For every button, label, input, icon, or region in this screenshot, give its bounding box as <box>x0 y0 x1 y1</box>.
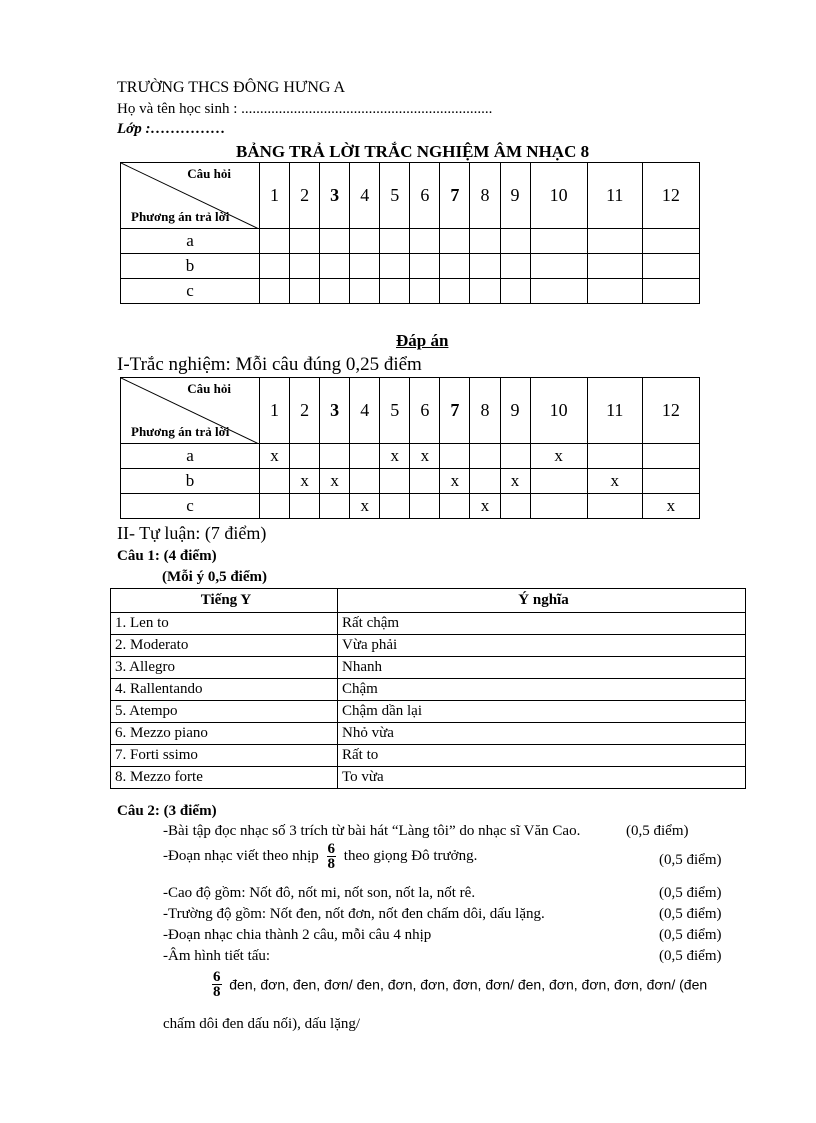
key-mark <box>470 469 500 494</box>
q2-line-6: -Âm hình tiết tấu: <box>163 948 271 964</box>
answer-row-a <box>121 229 700 254</box>
term: 2. Moderato <box>111 635 338 657</box>
term-row <box>111 701 746 723</box>
answer-cell[interactable] <box>290 254 320 279</box>
key-mark: x <box>320 469 350 494</box>
meaning: Rất to <box>338 745 746 767</box>
meaning: Nhỏ vừa <box>338 723 746 745</box>
key-mark: x <box>290 469 320 494</box>
key-mark <box>260 469 290 494</box>
key-row-c <box>121 494 700 519</box>
key-mark <box>587 494 642 519</box>
q2-points-1: (0,5 điểm) <box>626 823 689 839</box>
key-mark: x <box>530 444 587 469</box>
answer-cell[interactable] <box>440 279 470 304</box>
q2-line-5: -Đoạn nhạc chia thành 2 câu, mỗi câu 4 nhịp <box>163 927 432 943</box>
q2-points-4: (0,5 điểm) <box>659 906 722 922</box>
question-number: 3 <box>320 378 350 444</box>
key-mark <box>320 494 350 519</box>
answer-cell[interactable] <box>350 229 380 254</box>
time-signature <box>327 842 337 871</box>
term-row <box>111 745 746 767</box>
answer-cell[interactable] <box>260 254 290 279</box>
key-mark <box>320 444 350 469</box>
answer-cell[interactable] <box>642 254 699 279</box>
question-number: 12 <box>642 378 699 444</box>
time-sig-numerator: 6 <box>327 841 336 857</box>
meaning: Chậm <box>338 679 746 701</box>
answer-sheet-table <box>120 162 700 304</box>
q2-points-5: (0,5 điểm) <box>659 927 722 943</box>
term: 5. Atempo <box>111 701 338 723</box>
question-number: 8 <box>470 163 500 229</box>
question2-title: Câu 2: (3 điểm) <box>117 803 217 819</box>
answer-cell[interactable] <box>380 279 410 304</box>
meaning: Rất chậm <box>338 613 746 635</box>
term-row <box>111 635 746 657</box>
question-number: 11 <box>587 378 642 444</box>
term-row <box>111 767 746 789</box>
question-number: 5 <box>380 378 410 444</box>
key-mark <box>440 494 470 519</box>
answer-row-c <box>121 279 700 304</box>
term: 8. Mezzo forte <box>111 767 338 789</box>
question-number: 1 <box>260 378 290 444</box>
term-column-header: Tiếng Y <box>111 589 338 613</box>
q2-line-4: -Trường độ gồm: Nốt đen, nốt đơn, nốt đen chấm dôi, dấu lặng. <box>163 906 545 922</box>
question1-subtitle: (Mỗi ý 0,5 điểm) <box>162 569 267 585</box>
answer-cell[interactable] <box>320 254 350 279</box>
answer-cell[interactable] <box>260 279 290 304</box>
key-mark <box>530 469 587 494</box>
answer-row-b <box>121 254 700 279</box>
question-number: 1 <box>260 163 290 229</box>
answer-sheet-title: BẢNG TRẢ LỜI TRẮC NGHIỆM ÂM NHẠC 8 <box>236 142 590 161</box>
key-mark: x <box>410 444 440 469</box>
question-number: 7 <box>440 378 470 444</box>
answer-cell[interactable] <box>587 254 642 279</box>
key-mark: x <box>440 469 470 494</box>
key-mark <box>290 444 320 469</box>
answer-cell[interactable] <box>642 279 699 304</box>
school-name: TRƯỜNG THCS ĐÔNG HƯNG A <box>117 79 346 96</box>
question-number: 11 <box>587 163 642 229</box>
key-mark <box>350 469 380 494</box>
corner-cell <box>121 378 260 444</box>
answer-cell[interactable] <box>410 279 440 304</box>
question-number: 12 <box>642 163 699 229</box>
answer-cell[interactable] <box>470 229 500 254</box>
answer-cell[interactable] <box>642 229 699 254</box>
key-mark <box>500 494 530 519</box>
question-number: 8 <box>470 378 500 444</box>
part2-title: II- Tự luận: (7 điểm) <box>117 523 267 543</box>
answer-cell[interactable] <box>260 229 290 254</box>
q2-line-2-after: theo giọng Đô trưởng. <box>343 848 478 864</box>
class-line: Lớp :…………… <box>117 121 226 137</box>
key-mark <box>410 469 440 494</box>
question-number: 4 <box>350 378 380 444</box>
q2-line-2 <box>163 842 477 871</box>
key-mark <box>260 494 290 519</box>
student-name-line: Họ và tên học sinh : ................................................................... <box>117 101 493 117</box>
question-number: 7 <box>440 163 470 229</box>
answer-cell[interactable] <box>380 229 410 254</box>
rhythm-line-2: chấm dôi đen dấu nối), dấu lặng/ <box>163 1016 361 1032</box>
key-mark <box>410 494 440 519</box>
meaning: Vừa phải <box>338 635 746 657</box>
answer-key-heading: Đáp án <box>396 331 449 350</box>
key-row-b <box>121 469 700 494</box>
key-mark: x <box>587 469 642 494</box>
answer-cell[interactable] <box>500 229 530 254</box>
question-number: 2 <box>290 378 320 444</box>
key-mark <box>380 469 410 494</box>
key-mark <box>350 444 380 469</box>
answer-cell[interactable] <box>320 279 350 304</box>
time-sig-denominator: 8 <box>213 984 221 1000</box>
term: 4. Rallentando <box>111 679 338 701</box>
option-label: a <box>121 444 260 469</box>
answer-cell[interactable] <box>290 229 320 254</box>
option-label: c <box>121 279 260 304</box>
key-mark <box>290 494 320 519</box>
answer-cell[interactable] <box>530 279 587 304</box>
option-label: b <box>121 469 260 494</box>
question1-title: Câu 1: (4 điểm) <box>117 548 217 564</box>
key-row-a <box>121 444 700 469</box>
terms-table <box>110 588 746 789</box>
rhythm-line-1 <box>212 970 707 999</box>
key-mark: x <box>642 494 699 519</box>
answer-cell[interactable] <box>500 279 530 304</box>
question-number: 10 <box>530 378 587 444</box>
meaning-column-header: Ý nghĩa <box>338 589 746 613</box>
key-mark <box>500 444 530 469</box>
corner-cell <box>121 163 260 229</box>
term: 3. Allegro <box>111 657 338 679</box>
answer-cell[interactable] <box>290 279 320 304</box>
term-row <box>111 657 746 679</box>
question-number: 2 <box>290 163 320 229</box>
question-number: 6 <box>410 378 440 444</box>
term: 6. Mezzo piano <box>111 723 338 745</box>
answer-cell[interactable] <box>587 279 642 304</box>
question-number: 3 <box>320 163 350 229</box>
q2-points-6: (0,5 điểm) <box>659 948 722 964</box>
answer-cell[interactable] <box>410 229 440 254</box>
term-row <box>111 679 746 701</box>
option-label: b <box>121 254 260 279</box>
answer-cell[interactable] <box>587 229 642 254</box>
answer-key-table <box>120 377 700 519</box>
meaning: Chậm dần lại <box>338 701 746 723</box>
key-mark <box>440 444 470 469</box>
answer-cell[interactable] <box>350 254 380 279</box>
question-number: 6 <box>410 163 440 229</box>
time-sig-numerator: 6 <box>213 969 221 985</box>
answer-cell[interactable] <box>530 229 587 254</box>
question-number: 5 <box>380 163 410 229</box>
key-mark <box>642 444 699 469</box>
part1-title: I-Trắc nghiệm: Mỗi câu đúng 0,25 điểm <box>117 354 422 375</box>
corner-bottom-label: Phương án trả lời <box>131 209 230 224</box>
option-label: c <box>121 494 260 519</box>
q2-line-1: -Bài tập đọc nhạc số 3 trích từ bài hát “Làng tôi” do nhạc sĩ Văn Cao. <box>163 823 581 839</box>
question-number: 10 <box>530 163 587 229</box>
time-sig-denominator: 8 <box>327 856 336 872</box>
question-number: 4 <box>350 163 380 229</box>
option-label: a <box>121 229 260 254</box>
answer-cell[interactable] <box>440 229 470 254</box>
meaning: Nhanh <box>338 657 746 679</box>
key-mark: x <box>350 494 380 519</box>
answer-cell[interactable] <box>530 254 587 279</box>
q2-points-2: (0,5 điểm) <box>659 852 722 868</box>
answer-cell[interactable] <box>500 254 530 279</box>
key-mark <box>380 494 410 519</box>
question-number: 9 <box>500 378 530 444</box>
key-mark <box>530 494 587 519</box>
key-mark: x <box>500 469 530 494</box>
answer-cell[interactable] <box>470 254 500 279</box>
answer-cell[interactable] <box>410 254 440 279</box>
answer-cell[interactable] <box>380 254 410 279</box>
q2-points-3: (0,5 điểm) <box>659 885 722 901</box>
key-mark: x <box>470 494 500 519</box>
q2-line-3: -Cao độ gồm: Nốt đô, nốt mi, nốt son, nốt la, nốt rê. <box>163 885 476 901</box>
rhythm-text-1: đen, đơn, đen, đơn/ đen, đơn, đơn, đơn, đơn/ đen, đơn, đơn, đơn, đơn/ (đen <box>229 976 708 993</box>
term: 7. Forti ssimo <box>111 745 338 767</box>
term-row <box>111 613 746 635</box>
answer-cell[interactable] <box>440 254 470 279</box>
term-row <box>111 723 746 745</box>
key-mark <box>587 444 642 469</box>
corner-top-label: Câu hỏi <box>187 381 231 396</box>
answer-cell[interactable] <box>350 279 380 304</box>
answer-cell[interactable] <box>320 229 350 254</box>
key-mark <box>470 444 500 469</box>
corner-top-label: Câu hỏi <box>187 166 231 181</box>
key-mark: x <box>380 444 410 469</box>
term: 1. Len to <box>111 613 338 635</box>
key-mark: x <box>260 444 290 469</box>
q2-line-2-before: -Đoạn nhạc viết theo nhịp <box>163 848 319 864</box>
rhythm-time-signature <box>212 970 222 999</box>
key-mark <box>642 469 699 494</box>
answer-cell[interactable] <box>470 279 500 304</box>
meaning: To vừa <box>338 767 746 789</box>
question-number: 9 <box>500 163 530 229</box>
corner-bottom-label: Phương án trả lời <box>131 424 230 439</box>
